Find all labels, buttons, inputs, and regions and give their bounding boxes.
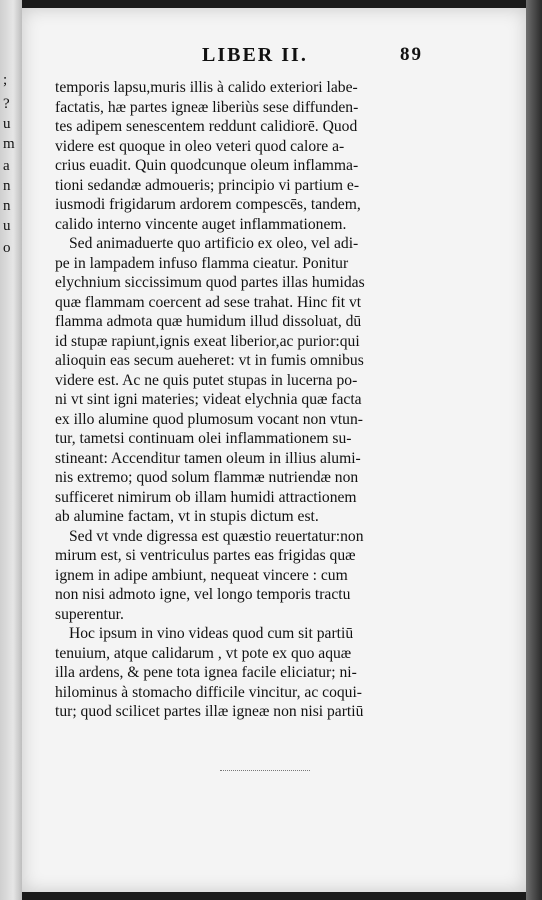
- body-text: [55, 78, 453, 722]
- text-line: pe in lampadem infuso flamma cieatur. Ponitur: [55, 254, 349, 272]
- facing-page-fragment: n: [3, 198, 11, 214]
- text-line: hilominus à stomacho difficile vincitur, ac coqui-: [55, 683, 362, 701]
- text-line: illa ardens, & pene tota ignea facile eliciatur; ni-: [55, 664, 357, 681]
- facing-page-fragment: m: [3, 136, 15, 152]
- text-line: iusmodi frigidarum ardorem compescēs, tandem,: [55, 196, 361, 213]
- facing-page-fragment: ;: [3, 72, 8, 88]
- text-line: tes adipem senescentem reddunt calidiorē. Quod: [55, 118, 358, 135]
- text-line: videre est quoque in oleo veteri quod calore a-: [55, 137, 345, 155]
- text-line: elychnium siccissimum quod partes illas humidas: [55, 274, 365, 291]
- text-line: crius euadit. Quin quodcunque oleum inflamma-: [55, 157, 359, 174]
- facing-page-fragment: o: [3, 240, 11, 256]
- text-line: ex illo alumine quod plumosum vocant non vtun-: [55, 410, 363, 428]
- facing-page-edge: [0, 0, 22, 900]
- text-line: superentur.: [55, 605, 124, 623]
- text-line: ab alumine factam, vt in stupis dictum est.: [55, 508, 319, 525]
- text-line: sufficeret nimirum ob illam humidi attractionem: [55, 488, 357, 506]
- text-line: nis extremo; quod solum flammæ nutriendæ non: [55, 469, 359, 486]
- text-line: calido interno vincente auget inflammationem.: [55, 215, 347, 233]
- text-line: flamma admota quæ humidum illud dissoluat, dū: [55, 313, 362, 330]
- facing-page-fragment: ?: [3, 96, 10, 112]
- text-line: videre est. Ac ne quis putet stupas in lucerna po-: [55, 371, 358, 389]
- text-line: id stupæ rapiunt,ignis exeat liberior,ac purior:qui: [55, 332, 360, 350]
- text-line: tenuium, atque calidarum , vt pote ex quo aquæ: [55, 644, 352, 662]
- text-line: mirum est, si ventriculus partes eas frigidas quæ: [55, 547, 356, 564]
- text-line: stineant: Accenditur tamen oleum in illius alumi-: [55, 449, 361, 467]
- facing-page-fragment: a: [3, 158, 10, 174]
- text-line: non nisi admoto igne, vel longo temporis tractu: [55, 586, 351, 603]
- page-gutter-shadow: [526, 0, 542, 900]
- text-line: temporis lapsu,muris illis à calido exteriori labe-: [55, 79, 358, 96]
- text-line: ignem in adipe ambiunt, nequeat vincere : cum: [55, 566, 348, 584]
- facing-page-fragment: u: [3, 116, 11, 132]
- running-head-title: LIBER II.: [202, 44, 308, 66]
- text-line: tur; quod scilicet partes illæ igneæ non nisi partiū: [55, 703, 364, 720]
- text-line: Hoc ipsum in vino videas quod cum sit partiū: [69, 625, 354, 642]
- page-bottom-rule: [220, 770, 310, 775]
- book-page: [22, 8, 526, 892]
- text-line: ni vt sint igni materies; videat elychnia quæ facta: [55, 391, 362, 408]
- text-line: quæ flammam coercent ad sese trahat. Hinc fit vt: [55, 293, 362, 311]
- text-line: tioni sedandæ admoueris; principio vi partium e-: [55, 176, 360, 194]
- text-line: alioquin eas secum aueheret: vt in fumis omnibus: [55, 352, 364, 369]
- text-line: Sed vt vnde digressa est quæstio reuertatur:non: [69, 527, 364, 545]
- text-line: tur, tametsi continuam olei inflammationem su-: [55, 430, 352, 447]
- facing-page-fragment: u: [3, 218, 11, 234]
- facing-page-fragment: n: [3, 178, 11, 194]
- page-number: 89: [400, 44, 423, 65]
- text-line: factatis, hæ partes igneæ liberiùs sese diffunden-: [55, 98, 359, 116]
- text-line: Sed animaduerte quo artificio ex oleo, vel adi-: [69, 235, 359, 252]
